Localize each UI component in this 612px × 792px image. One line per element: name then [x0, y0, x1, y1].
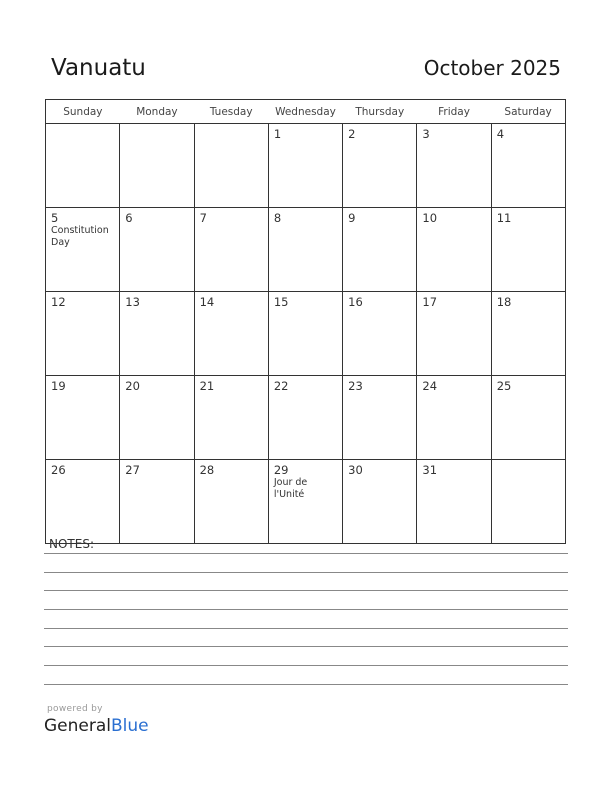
day-cell — [343, 208, 417, 292]
day-number: 4 — [496, 127, 505, 141]
calendar-week-row — [46, 208, 566, 292]
day-cell — [46, 292, 120, 376]
day-cell — [120, 460, 194, 544]
day-number: 18 — [496, 295, 512, 309]
generalblue-logo[interactable] — [44, 716, 149, 736]
calendar-grid — [45, 99, 566, 544]
weekday-friday: Friday — [417, 100, 491, 124]
day-cell — [194, 376, 268, 460]
day-number: 7 — [199, 211, 207, 225]
day-number: 24 — [422, 379, 438, 393]
day-number: 13 — [125, 295, 140, 309]
empty-day-cell — [491, 460, 565, 544]
empty-day-cell — [194, 124, 268, 208]
day-number: 25 — [496, 379, 512, 393]
notes-line — [44, 684, 568, 685]
day-number: 6 — [125, 211, 133, 225]
logo-text-general: General — [44, 716, 111, 736]
day-number: 31 — [422, 463, 438, 477]
day-cell — [120, 292, 194, 376]
notes-line — [44, 572, 568, 573]
day-number: 1 — [273, 127, 282, 141]
day-cell — [46, 208, 120, 292]
notes-line — [44, 628, 568, 629]
day-cell — [46, 376, 120, 460]
weekday-monday: Monday — [120, 100, 194, 124]
holiday-label: Constitution Day — [51, 225, 109, 248]
day-number: 23 — [348, 379, 363, 393]
day-number: 19 — [51, 379, 66, 393]
day-cell — [417, 292, 491, 376]
notes-line — [44, 609, 568, 610]
day-cell — [343, 292, 417, 376]
day-cell — [491, 376, 565, 460]
day-number: 3 — [422, 127, 430, 141]
day-cell — [120, 208, 194, 292]
holiday-label: Jour de l'Unité — [273, 477, 308, 500]
day-number: 8 — [273, 211, 282, 225]
day-number: 14 — [199, 295, 215, 309]
day-cell — [268, 124, 342, 208]
weekday-sunday: Sunday — [46, 100, 120, 124]
day-number: 9 — [348, 211, 356, 225]
day-number: 28 — [199, 463, 215, 477]
weekday-tuesday: Tuesday — [194, 100, 268, 124]
day-cell — [343, 376, 417, 460]
calendar-week-row — [46, 292, 566, 376]
weekday-saturday: Saturday — [491, 100, 565, 124]
day-number: 5 — [51, 211, 59, 225]
day-number: 16 — [348, 295, 363, 309]
day-number: 17 — [422, 295, 438, 309]
notes-line — [44, 553, 568, 554]
day-number: 12 — [51, 295, 66, 309]
country-title: Vanuatu — [51, 55, 146, 81]
day-cell — [120, 376, 194, 460]
day-cell — [417, 208, 491, 292]
day-cell — [268, 292, 342, 376]
day-cell — [194, 292, 268, 376]
calendar-week-row — [46, 460, 566, 544]
day-number: 26 — [51, 463, 66, 477]
day-number: 21 — [199, 379, 215, 393]
day-number: 29 — [273, 463, 289, 477]
notes-line — [44, 646, 568, 647]
day-cell — [343, 124, 417, 208]
day-number: 10 — [422, 211, 438, 225]
day-cell — [491, 208, 565, 292]
day-number: 11 — [496, 211, 512, 225]
empty-day-cell — [46, 124, 120, 208]
day-cell — [268, 208, 342, 292]
calendar-week-row — [46, 376, 566, 460]
day-cell — [417, 376, 491, 460]
day-cell — [46, 460, 120, 544]
notes-label: NOTES: — [49, 537, 94, 551]
day-cell — [194, 208, 268, 292]
day-cell — [268, 376, 342, 460]
day-cell — [491, 292, 565, 376]
weekday-header-row — [46, 100, 566, 124]
day-cell — [343, 460, 417, 544]
day-number: 2 — [348, 127, 356, 141]
day-cell — [417, 460, 491, 544]
calendar-week-row — [46, 124, 566, 208]
day-cell — [194, 460, 268, 544]
day-cell — [268, 460, 342, 544]
notes-line — [44, 665, 568, 666]
powered-by-text: powered by — [47, 704, 103, 714]
day-cell — [491, 124, 565, 208]
month-title: October 2025 — [423, 56, 561, 80]
weekday-thursday: Thursday — [343, 100, 417, 124]
notes-line — [44, 590, 568, 591]
weekday-wednesday: Wednesday — [268, 100, 342, 124]
day-number: 22 — [273, 379, 289, 393]
day-cell — [417, 124, 491, 208]
day-number: 15 — [273, 295, 289, 309]
day-number: 20 — [125, 379, 140, 393]
day-number: 27 — [125, 463, 140, 477]
logo-text-blue: Blue — [111, 716, 149, 736]
empty-day-cell — [120, 124, 194, 208]
day-number: 30 — [348, 463, 363, 477]
